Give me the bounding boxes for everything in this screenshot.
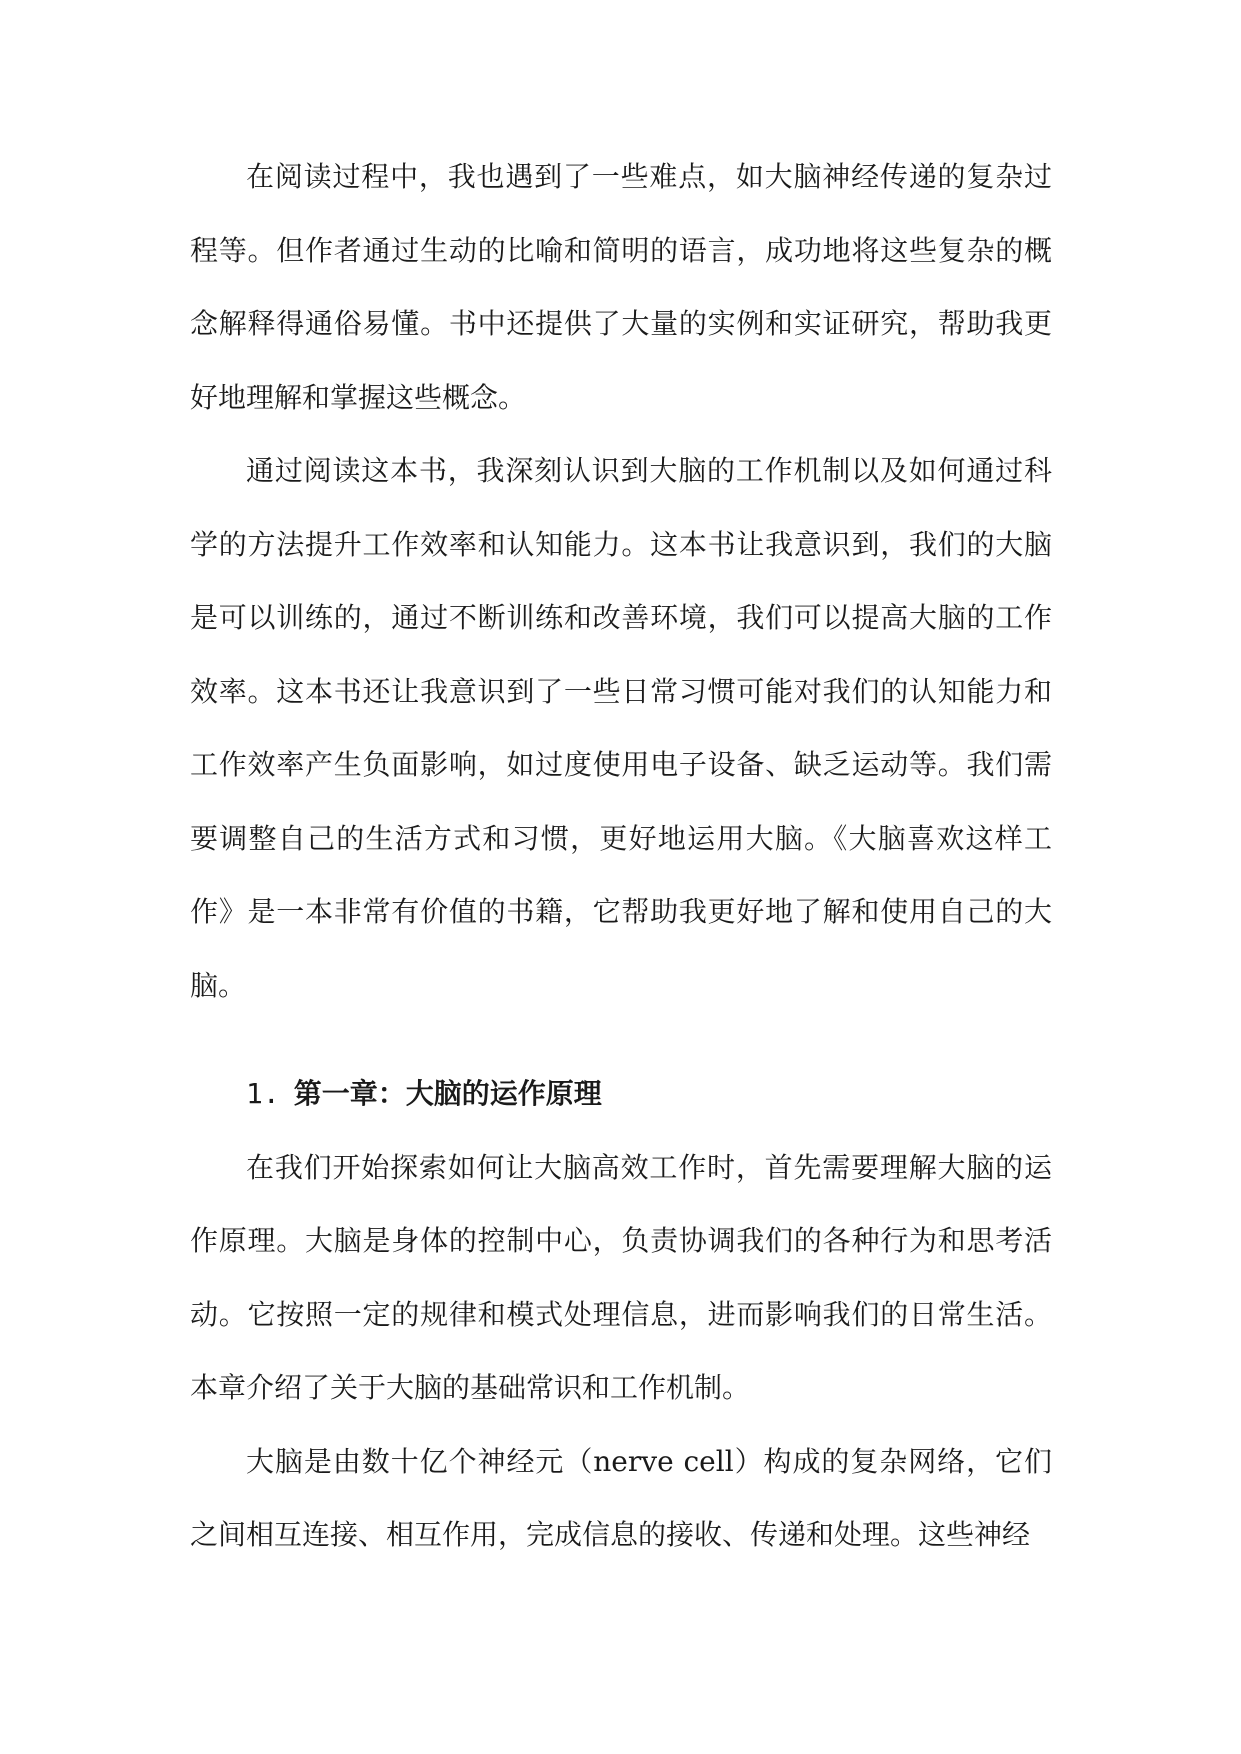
chapter-title: 第一章：大脑的运作原理 [293, 1077, 602, 1110]
chapter-number: 1. [246, 1077, 280, 1110]
paragraph-reading-difficulties: 在阅读过程中，我也遇到了一些难点，如大脑神经传递的复杂过程等。但作者通过生动的比喻和简明的语言，成功地将这些复杂的概念解释得通俗易懂。书中还提供了大量的实例和实证研究，帮助我更好地理解和掌握这些概念。 [190, 160, 1052, 414]
chapter-heading [190, 1057, 1052, 1131]
paragraph-neurons: 大脑是由数十亿个神经元（nerve cell）构成的复杂网络，它们之间相互连接、相互作用，完成信息的接收、传递和处理。这些神经 [190, 1444, 1052, 1551]
paragraph-book-insights: 通过阅读这本书，我深刻认识到大脑的工作机制以及如何通过科学的方法提升工作效率和认知能力。这本书让我意识到，我们的大脑是可以训练的，通过不断训练和改善环境，我们可以提高大脑的工作效率。这本书还让我意识到了一些日常习惯可能对我们的认知能力和工作效率产生负面影响，如过度使用电子设备、缺乏运动等。我们需要调整自己的生活方式和习惯，更好地运用大脑。《大脑喜欢这样工作》是一本非常有价值的书籍，它帮助我更好地了解和使用自己的大脑。 [190, 454, 1052, 1002]
paragraph-brain-principles: 在我们开始探索如何让大脑高效工作时，首先需要理解大脑的运作原理。大脑是身体的控制中心，负责协调我们的各种行为和思考活动。它按照一定的规律和模式处理信息，进而影响我们的日常生活。本章介绍了关于大脑的基础常识和工作机制。 [190, 1150, 1052, 1404]
document-body [190, 140, 1052, 1572]
